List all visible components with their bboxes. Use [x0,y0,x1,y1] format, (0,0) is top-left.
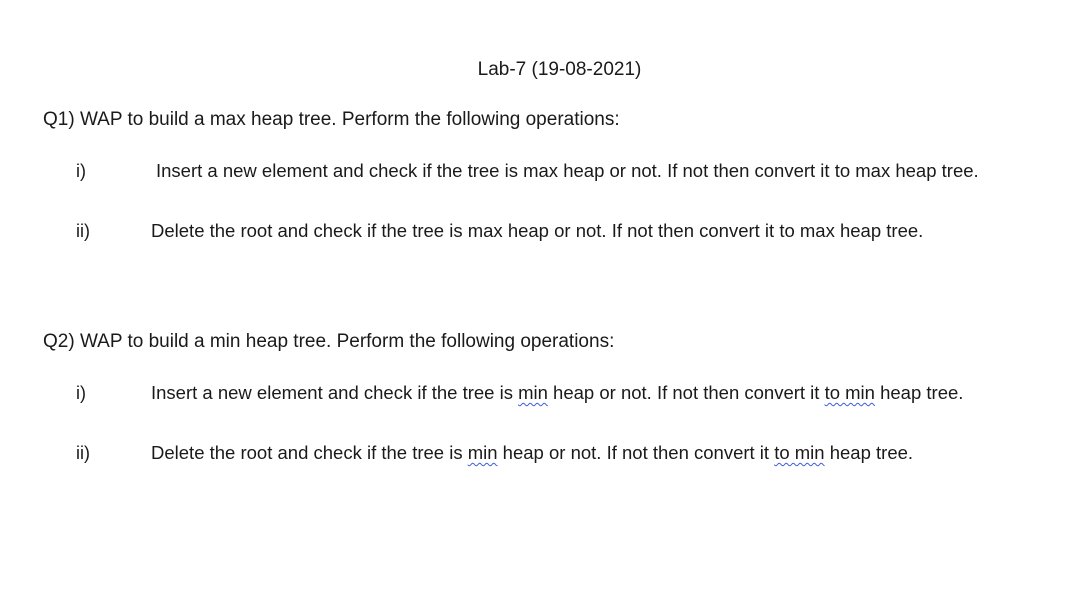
list-marker: ii) [76,443,90,463]
list-marker: i) [76,161,86,181]
list-item-text: Insert a new element and check if the tree is max heap or not. If not then convert it to max heap tree. [156,160,979,181]
list-item-text: Delete the root and check if the tree is max heap or not. If not then convert it to max heap tree. [151,220,924,241]
spellcheck-flagged-word[interactable]: to min [824,382,875,403]
list-item-text [151,438,981,468]
list-item-text [151,378,981,408]
list-marker: ii) [76,221,90,241]
question-1-heading: Q1) WAP to build a max heap tree. Perform the following operations: [43,109,620,130]
list-marker: i) [76,383,86,403]
text-run: heap or not. If not then convert it [547,382,825,403]
text-run: Insert a new element and check if the tree is [151,382,519,403]
document-title: Lab-7 (19-08-2021) [477,59,642,80]
text-run: heap tree. [874,382,964,403]
spellcheck-flagged-word[interactable]: min [518,382,548,403]
text-run: heap tree. [824,442,914,463]
text-run: Delete the root and check if the tree is [151,442,468,463]
text-run: heap or not. If not then convert it [497,442,775,463]
question-2-heading: Q2) WAP to build a min heap tree. Perform the following operations: [43,331,615,352]
spellcheck-flagged-word[interactable]: min [467,442,498,463]
spellcheck-flagged-word[interactable]: to min [774,442,825,463]
